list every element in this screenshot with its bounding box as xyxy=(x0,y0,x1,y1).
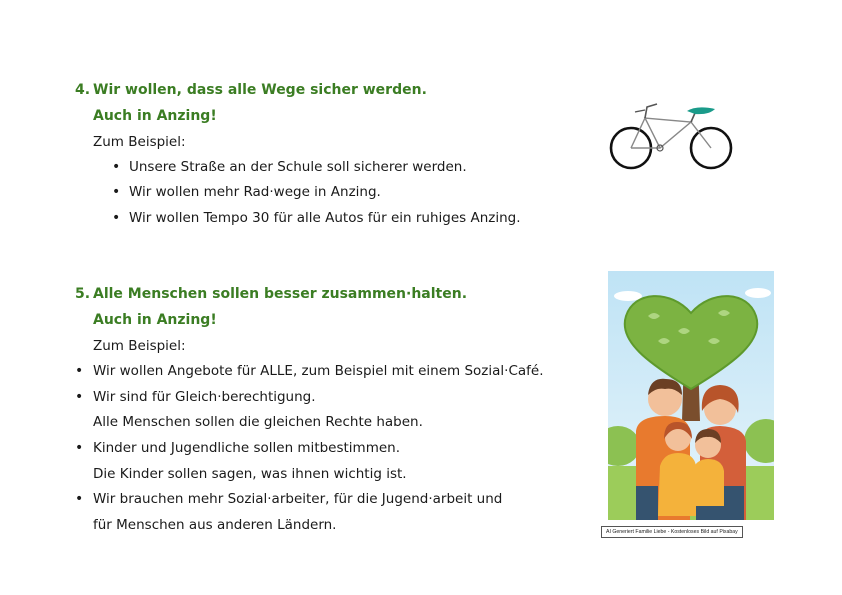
bullet-dot: • xyxy=(75,491,84,507)
bullet-dot: • xyxy=(112,184,121,200)
section4-intro: Zum Beispiel: xyxy=(93,134,186,150)
list-item: Unsere Straße an der Schule soll sicherer werden. xyxy=(129,159,467,175)
list-item: Wir wollen Angebote für ALLE, zum Beispiel mit einem Sozial·Café. xyxy=(93,363,544,379)
bullet-dot: • xyxy=(75,389,84,405)
list-item: Wir sind für Gleich·berechtigung. xyxy=(93,389,316,405)
bullet-dot: • xyxy=(75,440,84,456)
list-item-continuation: für Menschen aus anderen Ländern. xyxy=(93,517,337,533)
family-tree-illustration xyxy=(608,271,774,520)
list-item: Wir wollen Tempo 30 für alle Autos für ein ruhiges Anzing. xyxy=(129,210,521,226)
list-item: Wir brauchen mehr Sozial·arbeiter, für die Jugend·arbeit und xyxy=(93,491,503,507)
list-item-continuation: Alle Menschen sollen die gleichen Rechte haben. xyxy=(93,414,423,430)
section5-subheading: Auch in Anzing! xyxy=(93,312,217,328)
list-item: Wir wollen mehr Rad·wege in Anzing. xyxy=(129,184,381,200)
section5-number: 5. xyxy=(75,286,91,302)
list-item-continuation: Die Kinder sollen sagen, was ihnen wichtig ist. xyxy=(93,466,407,482)
section4-number: 4. xyxy=(75,82,91,98)
section5-heading: Alle Menschen sollen besser zusammen·halten. xyxy=(93,286,468,302)
bullet-dot: • xyxy=(112,159,121,175)
list-item: Kinder und Jugendliche sollen mitbestimmen. xyxy=(93,440,401,456)
bullet-dot: • xyxy=(112,210,121,226)
image-caption: AI Generiert Familie Liebe - Kostenloses Bild auf Pixabay xyxy=(601,526,743,538)
bicycle-icon xyxy=(605,100,737,175)
section4-heading: Wir wollen, dass alle Wege sicher werden. xyxy=(93,82,427,98)
bullet-dot: • xyxy=(75,363,84,379)
section5-intro: Zum Beispiel: xyxy=(93,338,186,354)
section4-subheading: Auch in Anzing! xyxy=(93,108,217,124)
